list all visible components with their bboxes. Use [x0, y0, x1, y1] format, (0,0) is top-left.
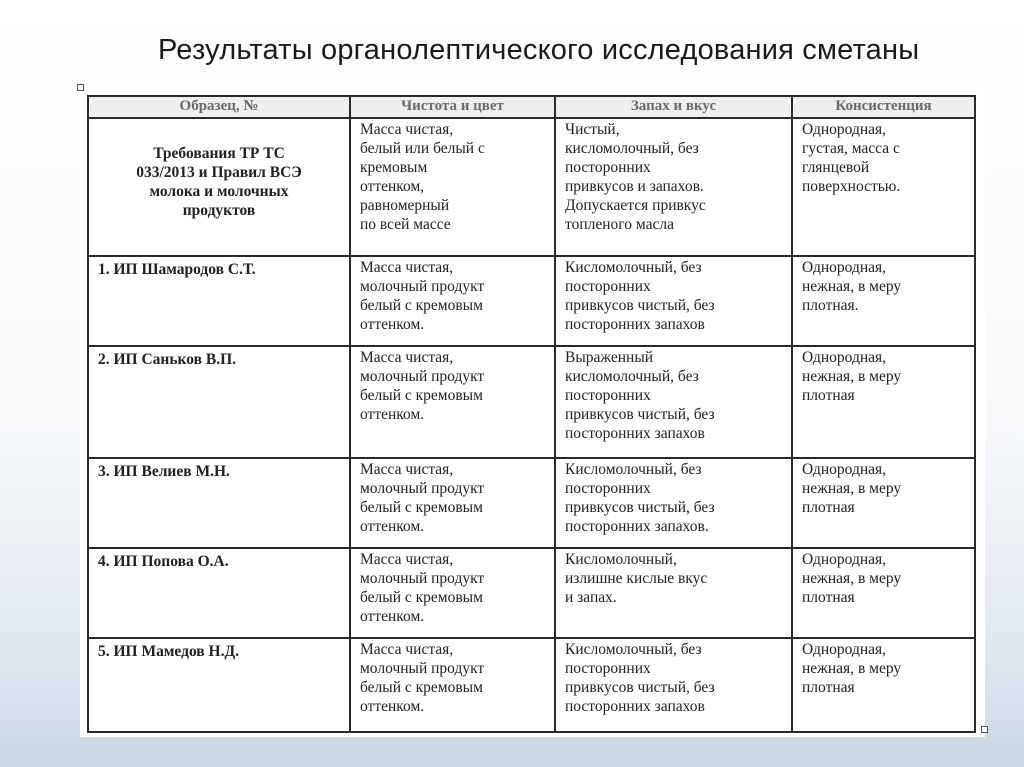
cell-line: молочный продукт	[360, 660, 485, 677]
cell-line: Чистый,	[565, 121, 620, 138]
cell-purity	[350, 638, 555, 732]
cell-line: белый с кремовым	[360, 589, 483, 606]
cell-line: посторонних	[565, 480, 651, 497]
cell-line: Масса чистая,	[360, 259, 454, 276]
cell-line: Однородная,	[802, 121, 887, 138]
cell-consistency	[792, 256, 975, 346]
cell-purity	[350, 548, 555, 638]
cell-purity	[350, 458, 555, 548]
cell-line: нежная, в меру	[802, 480, 902, 497]
table-row	[88, 548, 975, 638]
cell-line: Масса чистая,	[360, 349, 454, 366]
cell-line: плотная	[802, 679, 855, 696]
cell-line: оттенком,	[360, 178, 425, 195]
cell-line: Кисломолочный,	[565, 551, 677, 568]
cell-line: нежная, в меру	[802, 570, 902, 587]
cell-line: посторонних запахов	[565, 698, 705, 715]
cell-line: нежная, в меру	[802, 278, 902, 295]
cell-line: Требования ТР ТС	[153, 145, 285, 162]
cell-consistency	[792, 346, 975, 458]
cell-line: оттенком.	[360, 608, 425, 625]
cell-line: кремовым	[360, 159, 428, 176]
cell-line: Однородная,	[802, 461, 887, 478]
cell-line: привкусов чистый, без	[565, 297, 715, 314]
cell-sample	[88, 638, 350, 732]
cell-line: Масса чистая,	[360, 461, 454, 478]
cell-sample	[88, 346, 350, 458]
cell-line: белый с кремовым	[360, 387, 483, 404]
cell-line: молока и молочных	[149, 183, 289, 200]
resize-handle-top-left	[77, 84, 84, 91]
cell-line: Масса чистая,	[360, 641, 454, 658]
cell-line: белый или белый с	[360, 140, 485, 157]
resize-handle-bottom-right	[981, 726, 988, 733]
table-body	[88, 118, 975, 732]
cell-line: Однородная,	[802, 259, 887, 276]
table-row	[88, 458, 975, 548]
cell-line: Однородная,	[802, 551, 887, 568]
cell-line: 4. ИП Попова О.А.	[98, 553, 229, 570]
table-row	[88, 256, 975, 346]
header-consistency: Консистенция	[792, 96, 975, 118]
cell-line: посторонних	[565, 660, 651, 677]
cell-line: излишне кислые вкус	[565, 570, 708, 587]
cell-line: и запах.	[565, 589, 617, 606]
cell-line: посторонних	[565, 278, 651, 295]
cell-line: равномерный	[360, 197, 450, 214]
cell-sample	[88, 256, 350, 346]
table-row	[88, 346, 975, 458]
cell-line: Однородная,	[802, 349, 887, 366]
table-row	[88, 638, 975, 732]
cell-line: Масса чистая,	[360, 121, 454, 138]
cell-line: привкусов чистый, без	[565, 499, 715, 516]
cell-line: привкусов чистый, без	[565, 406, 715, 423]
cell-line: посторонних запахов	[565, 316, 705, 333]
results-table-image	[80, 87, 985, 737]
cell-line: посторонних запахов	[565, 425, 705, 442]
cell-line: оттенком.	[360, 406, 425, 423]
cell-line: по всей массе	[360, 216, 451, 233]
cell-sample	[88, 118, 350, 256]
cell-line: молочный продукт	[360, 368, 485, 385]
cell-line: посторонних	[565, 159, 651, 176]
cell-line: молочный продукт	[360, 278, 485, 295]
cell-line: оттенком.	[360, 316, 425, 333]
cell-sample	[88, 458, 350, 548]
header-purity-color: Чистота и цвет	[350, 96, 555, 118]
header-smell-taste: Запах и вкус	[555, 96, 792, 118]
cell-line: 2. ИП Саньков В.П.	[98, 351, 237, 368]
cell-line: кисломолочный, без	[565, 140, 699, 157]
cell-line: плотная	[802, 387, 855, 404]
cell-sample	[88, 548, 350, 638]
cell-line: 1. ИП Шамародов С.Т.	[98, 261, 256, 278]
cell-line: молочный продукт	[360, 570, 485, 587]
cell-taste	[555, 256, 792, 346]
cell-taste	[555, 638, 792, 732]
cell-consistency	[792, 638, 975, 732]
cell-line: густая, масса с	[802, 140, 900, 157]
cell-line: белый с кремовым	[360, 297, 483, 314]
cell-taste	[555, 118, 792, 256]
cell-line: белый с кремовым	[360, 499, 483, 516]
cell-line: продуктов	[182, 202, 256, 219]
cell-consistency	[792, 548, 975, 638]
cell-line: 3. ИП Велиев М.Н.	[98, 463, 230, 480]
table-row	[88, 118, 975, 256]
cell-line: глянцевой	[802, 159, 870, 176]
cell-line: белый с кремовым	[360, 679, 483, 696]
cell-line: молочный продукт	[360, 480, 485, 497]
cell-line: посторонних	[565, 387, 651, 404]
cell-line: посторонних запахов.	[565, 518, 709, 535]
cell-line: кисломолочный, без	[565, 368, 699, 385]
cell-taste	[555, 346, 792, 458]
cell-line: нежная, в меру	[802, 660, 902, 677]
cell-purity	[350, 256, 555, 346]
cell-consistency	[792, 118, 975, 256]
header-sample: Образец, №	[88, 96, 350, 118]
cell-line: Кисломолочный, без	[565, 259, 702, 276]
cell-line: Выраженный	[565, 349, 654, 366]
cell-line: 033/2013 и Правил ВСЭ	[136, 164, 302, 181]
cell-taste	[555, 548, 792, 638]
cell-line: оттенком.	[360, 518, 425, 535]
cell-line: привкусов чистый, без	[565, 679, 715, 696]
cell-line: Кисломолочный, без	[565, 641, 702, 658]
cell-line: Масса чистая,	[360, 551, 454, 568]
cell-line: оттенком.	[360, 698, 425, 715]
cell-line: Однородная,	[802, 641, 887, 658]
cell-line: поверхностью.	[802, 178, 901, 195]
cell-line: плотная.	[802, 297, 859, 314]
cell-line: топленого масла	[565, 216, 674, 233]
results-table	[87, 95, 976, 733]
cell-purity	[350, 118, 555, 256]
cell-line: привкусов и запахов.	[565, 178, 704, 195]
table-header-row	[88, 96, 975, 118]
cell-line: плотная	[802, 499, 855, 516]
cell-line: плотная	[802, 589, 855, 606]
cell-line: нежная, в меру	[802, 368, 902, 385]
cell-purity	[350, 346, 555, 458]
cell-line: Допускается привкус	[565, 197, 706, 214]
cell-consistency	[792, 458, 975, 548]
slide-title: Результаты органолептического исследования сметаны	[158, 34, 920, 66]
cell-line: 5. ИП Мамедов Н.Д.	[98, 643, 240, 660]
cell-line: Кисломолочный, без	[565, 461, 702, 478]
cell-taste	[555, 458, 792, 548]
